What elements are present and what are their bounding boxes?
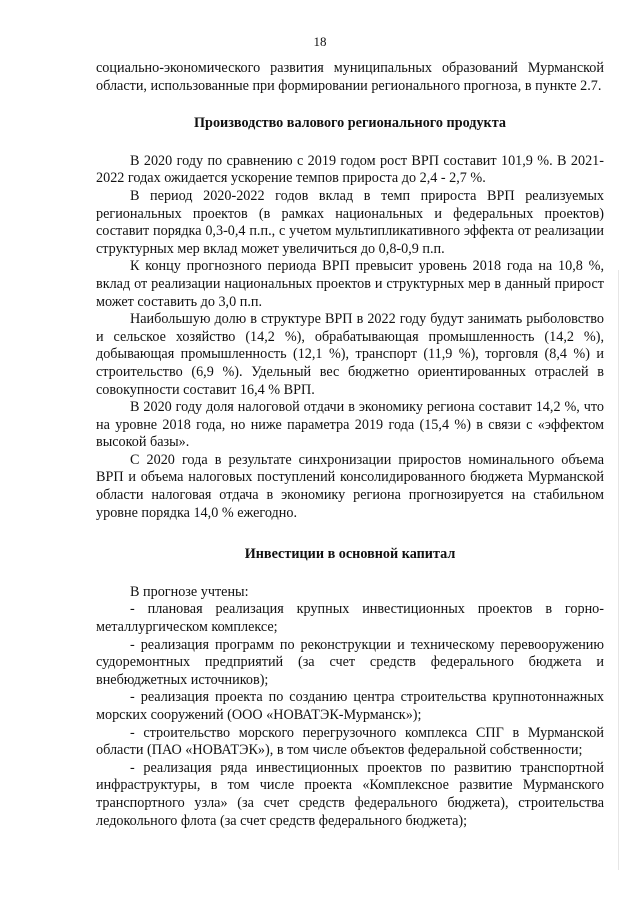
intro-paragraph: социально-экономического развития муниципальных образований Мурманской области, использованные при формировании регионального прогноза, в пункте 2.7. [96, 60, 604, 94]
section-heading-investments: Инвестиции в основной капитал [244, 546, 456, 563]
grp-paragraph-5: В 2020 году доля налоговой отдачи в экономику региона составит 14,2 %, что на уровне 2018 года, но ниже параметра 2019 года (15,4 %) в связи с «эффектом высокой базы». [96, 399, 604, 451]
scan-margin-line [618, 270, 619, 870]
investments-list-item-4: - строительство морского перегрузочного комплекса СПГ в Мурманской области (ПАО «НОВАТЭК»), в том числе объектов федеральной собственности; [96, 724, 604, 759]
investments-list-item-3: - реализация проекта по созданию центра строительства крупнотоннажных морских сооружений (ООО «НОВАТЭК-Мурманск»); [96, 689, 604, 723]
grp-paragraph-2: В период 2020-2022 годов вклад в темп прироста ВРП реализуемых региональных проектов (в рамках национальных и федеральных проектов) составит порядка 0,3-0,4 п.п., с учетом мультипликативного эффекта от реализации структурных мер вклад может увеличиться до 0,8-0,9 п.п. [96, 187, 604, 257]
grp-paragraph-6: С 2020 года в результате синхронизации приростов номинального объема ВРП и объема налоговых поступлений консолидированного бюджета Мурманской области налоговая отдача в экономику региона прогнозируется на стабильном уровне порядка 14,0 % ежегодно. [96, 451, 604, 521]
investments-list-item-2: - реализация программ по реконструкции и техническому перевооружению судоремонтных предприятий (за счет средств федерального бюджета и внебюджетных источников); [96, 636, 604, 688]
grp-paragraph-1: В 2020 году по сравнению с 2019 годом рост ВРП составит 101,9 %. В 2021-2022 годах ожидается ускорение темпов прироста до 2,4 - 2,7 %. [96, 152, 604, 187]
page-number: 18 [313, 34, 327, 49]
investments-list-item-1: - плановая реализация крупных инвестиционных проектов в горно-металлургическом комплексе; [96, 601, 604, 636]
investments-list-item-5: - реализация ряда инвестиционных проектов по развитию транспортной инфраструктуры, в том числе проекта «Комплексное развитие Мурманского транспортного узла» (за счет средств федерального бюджета), строительства ледокольного флота (за счет средств федерального бюджета); [96, 759, 604, 829]
grp-paragraph-4: Наибольшую долю в структуре ВРП в 2022 году будут занимать рыболовство и сельское хозяйство (14,2 %), обрабатывающая промышленность (14,2 %), добывающая промышленность (12,1 %), транспорт (11,9 %), торговля (8,4 %) и строительство (6,9 %). Удельный вес бюджетно ориентированных отраслей в совокупности составит 16,4 % ВРП. [96, 311, 604, 398]
investments-lead: В прогнозе учтены: [130, 583, 249, 600]
section-heading-grp: Производство валового регионального продукта [194, 115, 506, 132]
grp-paragraph-3: К концу прогнозного периода ВРП превысит уровень 2018 года на 10,8 %, вклад от реализации национальных проектов и структурных мер в данный прирост может составить до 3,0 п.п. [96, 258, 604, 310]
page-content [96, 60, 604, 830]
